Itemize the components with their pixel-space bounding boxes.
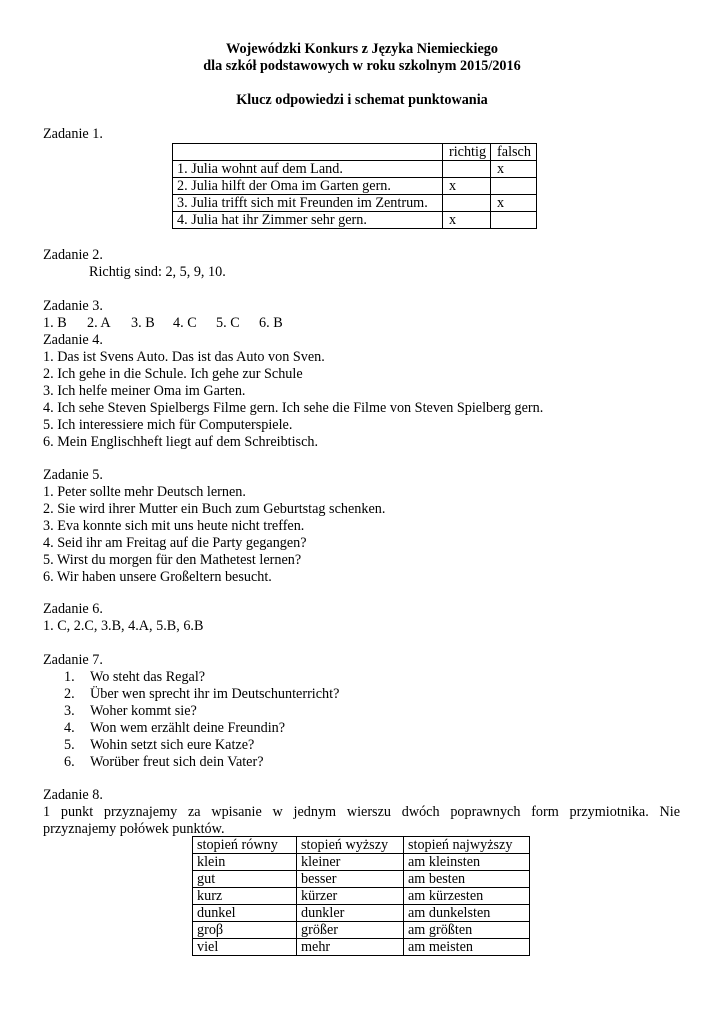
table-header: stopień wyższy xyxy=(297,837,404,854)
table-cell: 1. Julia wohnt auf dem Land. xyxy=(173,161,443,178)
table-row xyxy=(193,905,530,922)
table-cell xyxy=(491,178,537,195)
list-item xyxy=(64,737,339,754)
list-item: 2. Sie wird ihrer Mutter ein Buch zum Geburtstag schenken. xyxy=(43,501,386,517)
task-2-answer: Richtig sind: 2, 5, 9, 10. xyxy=(89,264,226,280)
table-cell xyxy=(491,212,537,229)
task-8-note-line-2: przyznajemy połówek punktów. xyxy=(43,821,225,837)
task-6-answer: 1. C, 2.C, 3.B, 4.A, 5.B, 6.B xyxy=(43,618,204,634)
task-1-table xyxy=(172,143,537,229)
table-cell: x xyxy=(443,212,491,229)
task-4-label: Zadanie 4. xyxy=(43,332,103,348)
title-line-2: dla szkół podstawowych w roku szkolnym 2015/2016 xyxy=(203,58,521,74)
table-cell: kürzer xyxy=(297,888,404,905)
task-3-answers xyxy=(43,315,283,332)
table-cell: gut xyxy=(193,871,297,888)
task-8-label: Zadanie 8. xyxy=(43,787,103,803)
table-row xyxy=(193,888,530,905)
list-item: 5. Wirst du morgen für den Mathetest lernen? xyxy=(43,552,302,568)
table-cell: am größten xyxy=(404,922,530,939)
list-item xyxy=(64,669,339,686)
table-cell: dunkler xyxy=(297,905,404,922)
table-cell: klein xyxy=(193,854,297,871)
table-cell: am kleinsten xyxy=(404,854,530,871)
list-text: Über wen sprecht ihr im Deutschunterricht? xyxy=(90,686,340,702)
list-number: 4. xyxy=(64,720,75,736)
table-cell xyxy=(443,195,491,212)
task-7-label: Zadanie 7. xyxy=(43,652,103,668)
list-text: Worüber freut sich dein Vater? xyxy=(90,754,264,770)
list-item: 1. Das ist Svens Auto. Das ist das Auto von Sven. xyxy=(43,349,325,365)
task-1-label: Zadanie 1. xyxy=(43,126,103,142)
title-line-1: Wojewódzki Konkurs z Języka Niemieckiego xyxy=(226,41,498,57)
list-item: 6. Wir haben unsere Großeltern besucht. xyxy=(43,569,272,585)
table-header: stopień równy xyxy=(193,837,297,854)
answer: 1. B xyxy=(43,315,67,331)
table-cell: kleiner xyxy=(297,854,404,871)
table-cell: größer xyxy=(297,922,404,939)
list-item: 4. Ich sehe Steven Spielbergs Filme gern. Ich sehe die Filme von Steven Spielberg gern. xyxy=(43,400,544,416)
table-cell: am dunkelsten xyxy=(404,905,530,922)
table-cell: 4. Julia hat ihr Zimmer sehr gern. xyxy=(173,212,443,229)
table-row xyxy=(173,195,537,212)
table-row xyxy=(173,212,537,229)
title-line-3: Klucz odpowiedzi i schemat punktowania xyxy=(236,92,488,108)
list-text: Wohin setzt sich eure Katze? xyxy=(90,737,255,753)
table-cell: besser xyxy=(297,871,404,888)
table-cell: am besten xyxy=(404,871,530,888)
list-item: 3. Eva konnte sich mit uns heute nicht treffen. xyxy=(43,518,305,534)
table-cell xyxy=(173,144,443,161)
answer: 4. C xyxy=(173,315,197,331)
table-header-richtig: richtig xyxy=(443,144,491,161)
table-row xyxy=(193,871,530,888)
list-item: 1. Peter sollte mehr Deutsch lernen. xyxy=(43,484,246,500)
list-text: Wo steht das Regal? xyxy=(90,669,206,685)
table-row xyxy=(193,854,530,871)
answer: 3. B xyxy=(131,315,155,331)
table-cell: kurz xyxy=(193,888,297,905)
table-cell: mehr xyxy=(297,939,404,956)
list-text: Woher kommt sie? xyxy=(90,703,197,719)
list-number: 1. xyxy=(64,669,75,685)
table-cell: x xyxy=(491,161,537,178)
task-5-lines xyxy=(43,484,385,586)
table-cell xyxy=(443,161,491,178)
list-item xyxy=(64,686,339,703)
table-header: stopień najwyższy xyxy=(404,837,530,854)
list-number: 5. xyxy=(64,737,75,753)
list-item: 5. Ich interessiere mich für Computerspiele. xyxy=(43,417,293,433)
table-header-falsch: falsch xyxy=(491,144,537,161)
table-row xyxy=(173,161,537,178)
table-cell: groβ xyxy=(193,922,297,939)
task-7-list xyxy=(64,669,339,771)
list-item xyxy=(64,754,339,771)
list-number: 3. xyxy=(64,703,75,719)
table-cell: 3. Julia trifft sich mit Freunden im Zentrum. xyxy=(173,195,443,212)
answer: 6. B xyxy=(259,315,283,331)
table-cell: am meisten xyxy=(404,939,530,956)
answer: 5. C xyxy=(216,315,240,331)
list-number: 2. xyxy=(64,686,75,702)
table-cell: am kürzesten xyxy=(404,888,530,905)
list-text: Won wem erzählt deine Freundin? xyxy=(90,720,286,736)
task-8-table xyxy=(192,836,530,956)
task-5-label: Zadanie 5. xyxy=(43,467,103,483)
list-item: 2. Ich gehe in die Schule. Ich gehe zur Schule xyxy=(43,366,303,382)
table-row xyxy=(193,837,530,854)
task-2-label: Zadanie 2. xyxy=(43,247,103,263)
list-number: 6. xyxy=(64,754,75,770)
table-cell: viel xyxy=(193,939,297,956)
list-item: 3. Ich helfe meiner Oma im Garten. xyxy=(43,383,246,399)
table-cell: x xyxy=(491,195,537,212)
task-3-label: Zadanie 3. xyxy=(43,298,103,314)
list-item xyxy=(64,720,339,737)
task-4-lines xyxy=(43,349,543,451)
list-item: 6. Mein Englischheft liegt auf dem Schreibtisch. xyxy=(43,434,319,450)
table-row xyxy=(193,939,530,956)
answer: 2. A xyxy=(87,315,111,331)
table-row xyxy=(193,922,530,939)
task-6-label: Zadanie 6. xyxy=(43,601,103,617)
table-row xyxy=(173,144,537,161)
list-item xyxy=(64,703,339,720)
table-cell: x xyxy=(443,178,491,195)
table-cell: 2. Julia hilft der Oma im Garten gern. xyxy=(173,178,443,195)
task-8-note-line-1: 1 punkt przyznajemy za wpisanie w jednym wierszu dwóch poprawnych form przymiotnika. Nie xyxy=(43,804,680,820)
table-row xyxy=(173,178,537,195)
list-item: 4. Seid ihr am Freitag auf die Party gegangen? xyxy=(43,535,307,551)
table-cell: dunkel xyxy=(193,905,297,922)
